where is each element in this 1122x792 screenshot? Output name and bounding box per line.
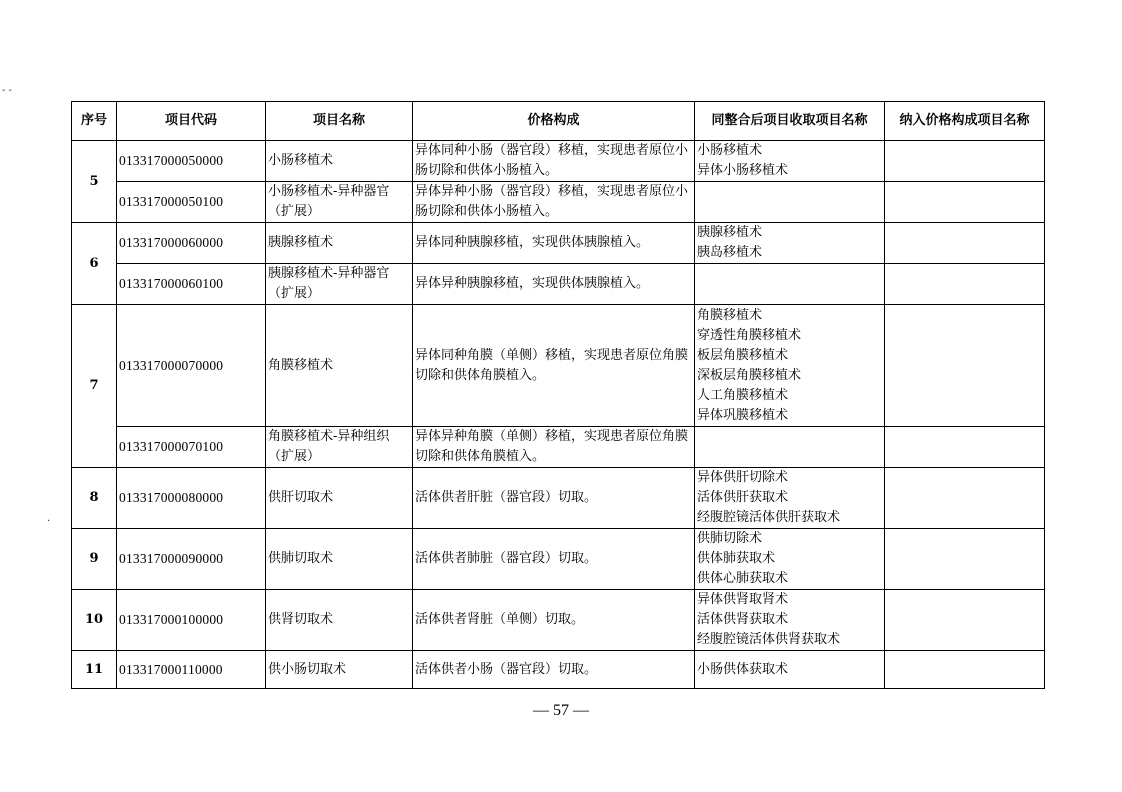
code-cell: 013317000050000 [117, 141, 266, 182]
name-cell: 小肠移植术-异种器官（扩展） [266, 182, 413, 223]
seq-cell: 9 [72, 529, 117, 590]
composition-cell: 活体供者小肠（器官段）切取。 [413, 651, 695, 689]
merged-items-cell [695, 468, 885, 529]
merged-item: 供体肺获取术 [697, 551, 776, 566]
merged-item: 经腹腔镜活体供肝获取术 [697, 510, 841, 525]
composition-cell: 活体供者肾脏（单侧）切取。 [413, 590, 695, 651]
table-row [72, 223, 1045, 264]
merged-item: 供体心肺获取术 [697, 571, 789, 586]
composition-cell: 异体异种胰腺移植，实现供体胰腺植入。 [413, 264, 695, 305]
seq-cell: 10 [72, 590, 117, 651]
header-merged-items: 同整合后项目收取项目名称 [695, 102, 885, 141]
seq-cell: 5 [72, 141, 117, 223]
table-row [72, 182, 1045, 223]
name-cell: 角膜移植术-异种组织（扩展） [266, 427, 413, 468]
code-cell: 013317000060000 [117, 223, 266, 264]
table-row [72, 264, 1045, 305]
merged-item: 异体巩膜移植术 [697, 407, 789, 423]
name-cell: 角膜移植术 [266, 305, 413, 427]
merged-item: 活体供肝获取术 [697, 490, 789, 505]
merged-items-cell [695, 182, 885, 223]
scan-mark: - - [2, 85, 12, 96]
name-cell: 供肺切取术 [266, 529, 413, 590]
included-items-cell [885, 427, 1045, 468]
seq-cell: 8 [72, 468, 117, 529]
merged-item: 活体供肾获取术 [697, 612, 789, 627]
included-items-cell [885, 141, 1045, 182]
merged-item: 小肠供体获取术 [697, 661, 789, 677]
composition-cell: 异体异种角膜（单侧）移植，实现患者原位角膜切除和供体角膜植入。 [413, 427, 695, 468]
composition-cell: 活体供者肝脏（器官段）切取。 [413, 468, 695, 529]
name-cell: 供小肠切取术 [266, 651, 413, 689]
seq-cell: 7 [72, 305, 117, 468]
merged-item: 小肠移植术 [697, 143, 763, 158]
table-row [72, 305, 1045, 427]
merged-item: 板层角膜移植术 [697, 347, 789, 363]
composition-cell: 活体供者肺脏（器官段）切取。 [413, 529, 695, 590]
merged-items-cell [695, 264, 885, 305]
table-row [72, 651, 1045, 689]
name-cell: 供肝切取术 [266, 468, 413, 529]
table-row [72, 141, 1045, 182]
included-items-cell [885, 305, 1045, 427]
included-items-cell [885, 529, 1045, 590]
page-number: — 57 — [533, 702, 589, 719]
code-cell: 013317000100000 [117, 590, 266, 651]
name-cell: 供肾切取术 [266, 590, 413, 651]
included-items-cell [885, 651, 1045, 689]
composition-cell: 异体异种小肠（器官段）移植，实现患者原位小肠切除和供体小肠植入。 [413, 182, 695, 223]
code-cell: 013317000110000 [117, 651, 266, 689]
table-row [72, 468, 1045, 529]
included-items-cell [885, 223, 1045, 264]
table-row [72, 427, 1045, 468]
merged-item: 异体供肝切除术 [697, 470, 789, 485]
code-cell: 013317000080000 [117, 468, 266, 529]
merged-item: 人工角膜移植术 [697, 387, 789, 403]
included-items-cell [885, 264, 1045, 305]
merged-items-cell [695, 529, 885, 590]
merged-items-cell [695, 141, 885, 182]
header-seq: 序号 [72, 102, 117, 141]
merged-items-cell [695, 305, 885, 427]
composition-cell: 异体同种角膜（单侧）移植，实现患者原位角膜切除和供体角膜植入。 [413, 305, 695, 427]
merged-item: 胰腺移植术 [697, 225, 763, 240]
merged-item: 异体小肠移植术 [697, 163, 789, 178]
code-cell: 013317000050100 [117, 182, 266, 223]
code-cell: 013317000070100 [117, 427, 266, 468]
table-header-row [72, 102, 1045, 141]
merged-item: 经腹腔镜活体供肾获取术 [697, 632, 841, 647]
table-row [72, 529, 1045, 590]
name-cell: 胰腺移植术-异种器官（扩展） [266, 264, 413, 305]
composition-cell: 异体同种胰腺移植，实现供体胰腺植入。 [413, 223, 695, 264]
merged-item: 深板层角膜移植术 [697, 367, 802, 383]
header-composition: 价格构成 [413, 102, 695, 141]
included-items-cell [885, 468, 1045, 529]
header-included-items: 纳入价格构成项目名称 [885, 102, 1045, 141]
included-items-cell [885, 590, 1045, 651]
table-row [72, 590, 1045, 651]
header-code: 项目代码 [117, 102, 266, 141]
composition-cell: 异体同种小肠（器官段）移植，实现患者原位小肠切除和供体小肠植入。 [413, 141, 695, 182]
merged-items-cell [695, 590, 885, 651]
merged-items-cell [695, 651, 885, 689]
seq-cell: 6 [72, 223, 117, 305]
included-items-cell [885, 182, 1045, 223]
seq-cell: 11 [72, 651, 117, 689]
price-composition-table [71, 101, 1045, 689]
code-cell: 013317000090000 [117, 529, 266, 590]
code-cell: 013317000060100 [117, 264, 266, 305]
name-cell: 胰腺移植术 [266, 223, 413, 264]
code-cell: 013317000070000 [117, 305, 266, 427]
merged-item: 胰岛移植术 [697, 245, 763, 260]
merged-item: 穿透性角膜移植术 [697, 327, 802, 343]
merged-item: 供肺切除术 [697, 531, 763, 546]
merged-items-cell [695, 223, 885, 264]
merged-item: 角膜移植术 [697, 307, 763, 323]
name-cell: 小肠移植术 [266, 141, 413, 182]
header-name: 项目名称 [266, 102, 413, 141]
scan-dot: · [47, 516, 51, 527]
merged-item: 异体供肾取肾术 [697, 592, 789, 607]
merged-items-cell [695, 427, 885, 468]
